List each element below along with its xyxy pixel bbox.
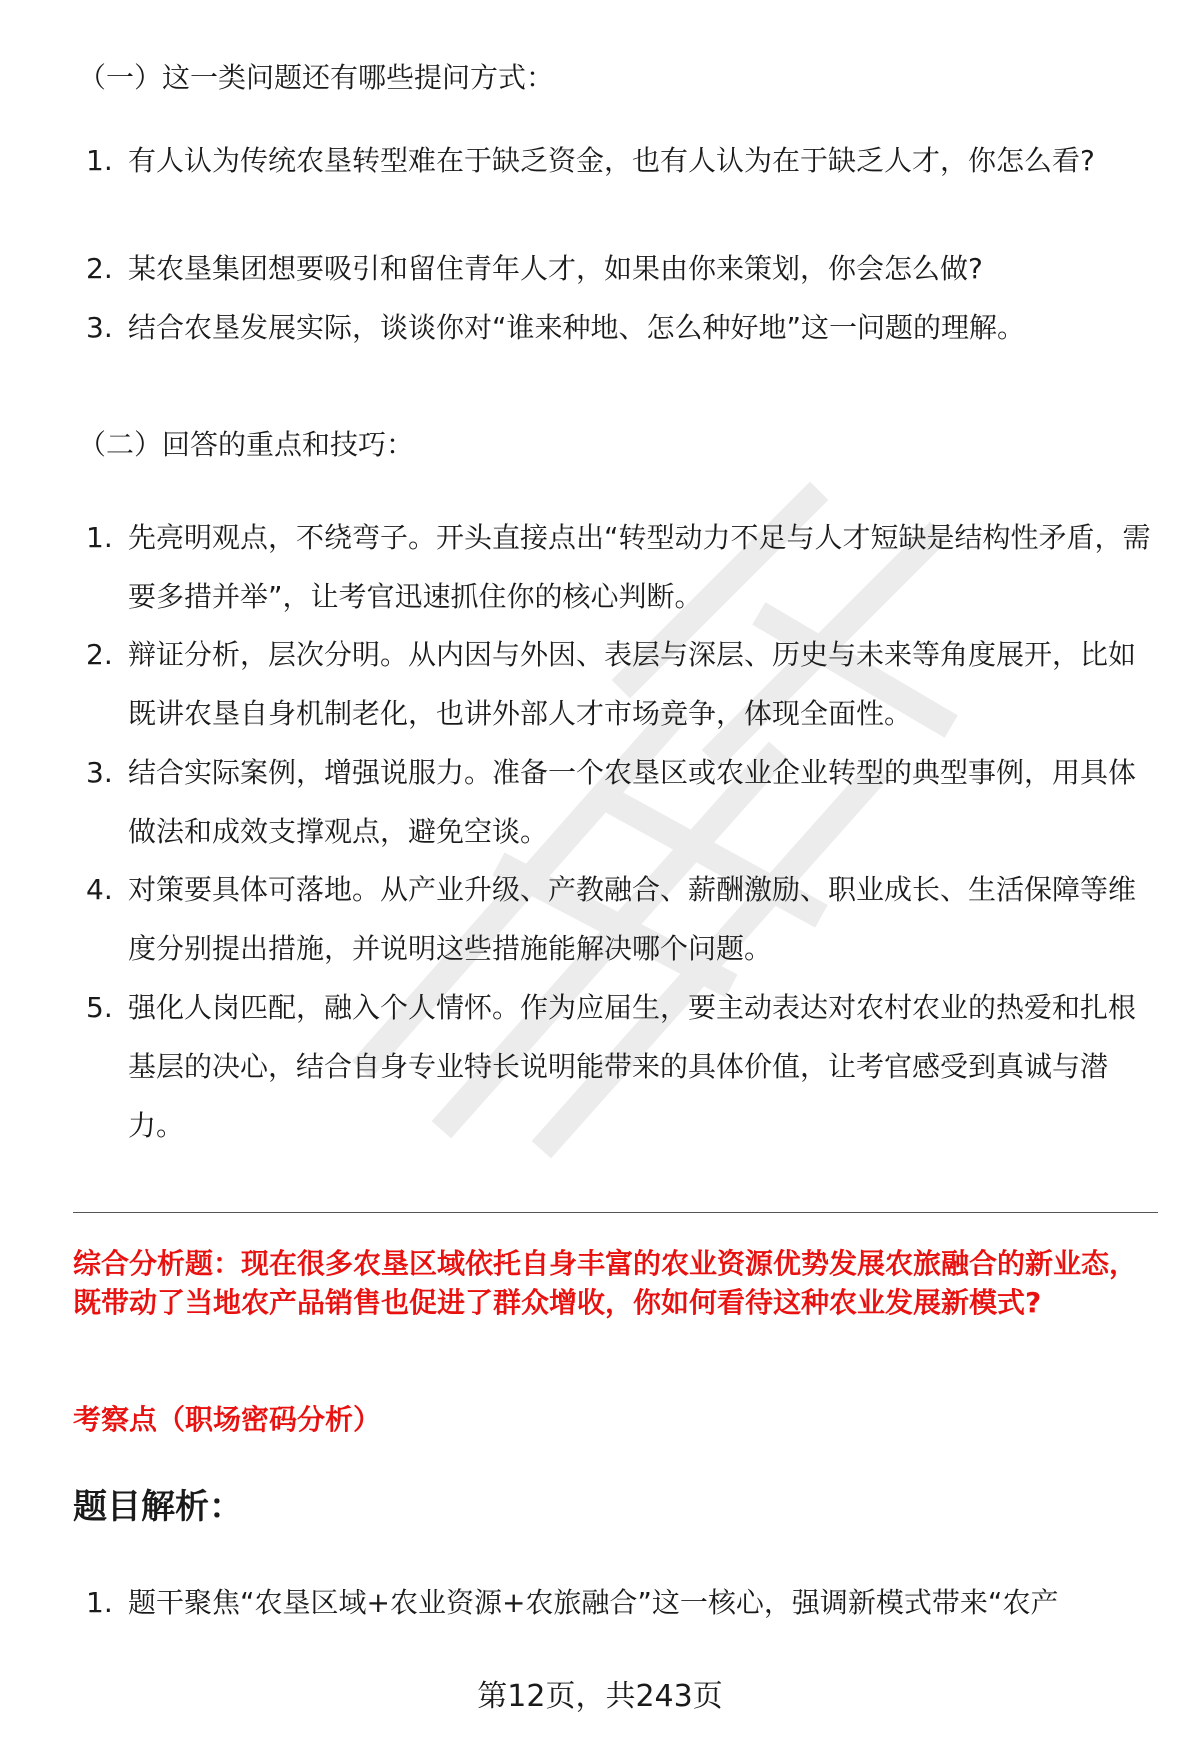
list-item-number: 4. [86,873,113,906]
list-item-text: 某农垦集团想要吸引和留住青年人才，如果由你来策划，你会怎么做? [128,252,983,285]
list-item-number: 3. [86,311,113,344]
list-item-text: 有人认为传统农垦转型难在于缺乏资金，也有人认为在于缺乏人才，你怎么看? [128,144,1095,177]
section-divider [73,1212,1158,1213]
list-item-text: 辩证分析，层次分明。从内因与外因、表层与深层、历史与未来等角度展开，比如既讲农垦自身机制老化，也讲外部人才市场竞争，体现全面性。 [128,638,1137,730]
list-item-text: 结合农垦发展实际，谈谈你对“谁来种地、怎么种好地”这一问题的理解。 [128,311,1026,344]
list-item [78,625,1158,743]
list-item [78,131,1158,190]
list-item [78,743,1158,861]
list-item-number: 3. [86,756,113,789]
list-item-text: 结合实际案例，增强说服力。准备一个农垦区或农业企业转型的典型事例，用具体做法和成效支撑观点，避免空谈。 [128,756,1137,848]
list-item [78,298,1158,357]
comprehensive-analysis-question: 综合分析题：现在很多农垦区域依托自身丰富的农业资源优势发展农旅融合的新业态，既带动了当地农产品销售也促进了群众增收，你如何看待这种农业发展新模式? [73,1247,1138,1319]
section-heading-question-variants: （一）这一类问题还有哪些提问方式： [78,61,555,94]
section-heading-answer-tips: （二）回答的重点和技巧： [78,428,415,461]
list-item-number: 5. [86,991,113,1024]
list-item-number: 1. [86,1586,113,1619]
exam-point-label: 考察点（职场密码分析） [73,1403,382,1436]
list-item-text: 题干聚焦“农垦区域+农业资源+农旅融合”这一核心，强调新模式带来“农产 [128,1586,1059,1619]
list-item-number: 1. [86,144,113,177]
list-item [78,978,1158,1155]
list-item-text: 先亮明观点，不绕弯子。开头直接点出“转型动力不足与人才短缺是结构性矛盾，需要多措并举”，让考官迅速抓住你的核心判断。 [128,521,1151,613]
list-item-number: 1. [86,521,113,554]
list-item-text: 强化人岗匹配，融入个人情怀。作为应届生，要主动表达对农村农业的热爱和扎根基层的决心，结合自身专业特长说明能带来的具体价值，让考官感受到真诚与潜力。 [128,991,1137,1142]
list-item-number: 2. [86,252,113,285]
list-item [78,508,1158,626]
list-item [78,860,1158,978]
list-item-text: 对策要具体可落地。从产业升级、产教融合、薪酬激励、职业成长、生活保障等维度分别提出措施，并说明这些措施能解决哪个问题。 [128,873,1137,965]
list-item [78,239,1158,298]
list-item [78,1573,1158,1632]
list-item-number: 2. [86,638,113,671]
analysis-title: 题目解析： [73,1487,243,1527]
page-number: 第12页，共243页 [477,1679,723,1714]
